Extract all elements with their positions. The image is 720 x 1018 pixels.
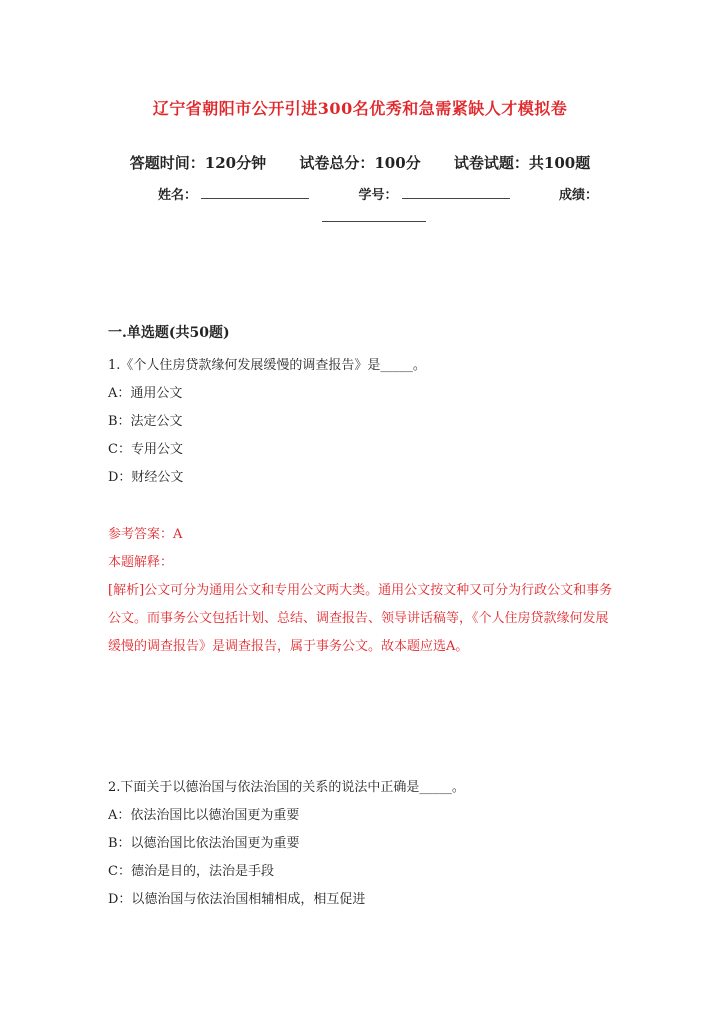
name-blank (201, 186, 309, 199)
question-option: A：依法治国比以德治国更为重要 (108, 808, 300, 823)
score-label: 成绩： (558, 188, 598, 203)
question-option: A：通用公文 (108, 386, 183, 401)
question-option: B：以德治国比依法治国更为重要 (108, 836, 300, 851)
explanation-label: 本题解释： (108, 555, 174, 570)
student-info-fields (158, 184, 598, 226)
reference-answer: 参考答案：A (108, 527, 183, 542)
question-option: D：以德治国与依法治国相辅相成，相互促进 (108, 892, 366, 907)
exam-total-questions: 试卷试题：共100题 (453, 154, 591, 172)
question-stem: 1.《个人住房贷款缘何发展缓慢的调查报告》是_____。 (108, 358, 426, 373)
name-label: 姓名： (158, 188, 198, 203)
score-field (559, 184, 598, 203)
id-blank (402, 186, 510, 199)
id-field (358, 184, 509, 203)
name-field (158, 184, 309, 203)
question-stem: 2.下面关于以德治国与依法治国的关系的说法中正确是_____。 (108, 780, 465, 795)
question-2 (108, 774, 618, 914)
question-option: C：专用公文 (108, 442, 183, 457)
question-1 (108, 352, 618, 492)
id-label: 学号： (358, 188, 398, 203)
answer-block (108, 521, 616, 661)
score-blank (322, 209, 426, 222)
explanation-text: [解析]公文可分为通用公文和专用公文两大类。通用公文按文种又可分为行政公文和事务公文。而事务公文包括计划、总结、调查报告、领导讲话稿等，《个人住房贷款缘何发展缓慢的调查报告》是调查报告，属于事务公文。故本题应选A。 (108, 583, 613, 654)
question-option: D：财经公文 (108, 470, 184, 485)
question-option: C：德治是目的，法治是手段 (108, 864, 274, 879)
section-title: 一.单选题(共50题) (108, 325, 230, 341)
exam-time: 答题时间：120分钟 (129, 154, 267, 172)
exam-total-score: 试卷总分：100分 (299, 154, 421, 172)
question-option: B：法定公文 (108, 414, 183, 429)
page-title: 辽宁省朝阳市公开引进300名优秀和急需紧缺人才模拟卷 (152, 99, 568, 118)
exam-meta (0, 152, 720, 173)
